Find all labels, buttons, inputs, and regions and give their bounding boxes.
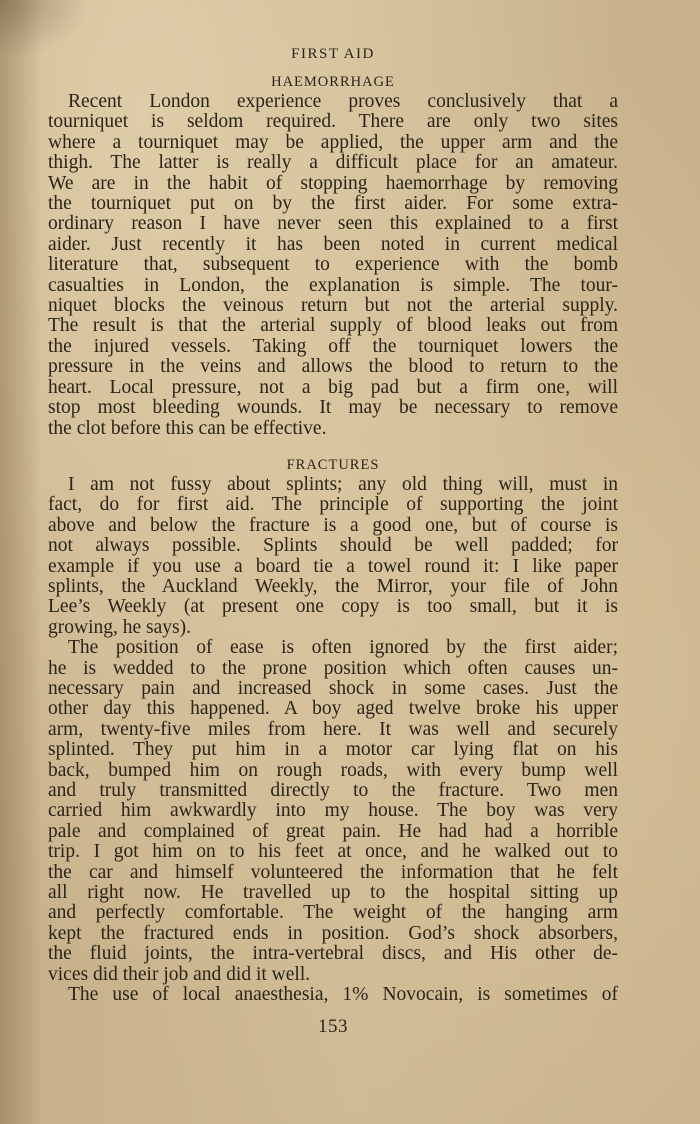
running-head: FIRST AID [291,46,375,62]
page-number: 153 [318,1016,348,1037]
text-line: growing, he says). [48,616,191,638]
section-heading-haemorrhage: HAEMORRHAGE [271,74,395,90]
text-line: the car and himself volunteered the information that he felt [48,861,618,883]
text-line: literature that, subsequent to experience with the bomb [48,254,618,276]
text-line: the injured vessels. Taking off the tourniquet lowers the [48,335,618,357]
text-line: back, bumped him on rough roads, with every bump well [48,759,618,781]
text-line: above and below the fracture is a good one, but of course is [48,514,618,536]
text-line: vices did their job and did it well. [48,963,311,985]
text-line: casualties in London, the explanation is simple. The tour- [48,274,618,296]
text-line: Lee’s Weekly (at present one copy is too small, but it is [48,596,618,618]
text-line: tourniquet is seldom required. There are only two sites [48,111,618,133]
text-line: necessary pain and increased shock in some cases. Just the [48,677,618,699]
text-line: not always possible. Splints should be well padded; for [48,535,618,557]
text-line: pressure in the veins and allows the blood to return to the [48,356,618,378]
text-line: other day this happened. A boy aged twelve broke his upper [48,698,618,720]
text-line: the clot before this can be effective. [48,417,327,439]
text-line: where a tourniquet may be applied, the upper arm and the [48,131,618,153]
text-line: stop most bleeding wounds. It may be necessary to remove [48,397,618,419]
text-line: splinted. They put him in a motor car lying flat on his [48,739,618,761]
text-line: all right now. He travelled up to the hospital sitting up [48,882,618,904]
section-heading-fractures: FRACTURES [286,456,380,473]
text-line: We are in the habit of stopping haemorrhage by removing [48,172,618,194]
text-line: and perfectly comfortable. The weight of the hanging arm [48,902,618,924]
text-line: The use of local anaesthesia, 1% Novocain, is sometimes of [68,984,618,1006]
text-line: and truly transmitted directly to the fracture. Two men [48,780,618,801]
page-edge-stain [0,0,42,1124]
text-line: arm, twenty-five miles from here. It was well and securely [48,718,618,740]
text-line: I am not fussy about splints; any old thing will, must in [68,473,618,495]
text-line: splints, the Auckland Weekly, the Mirror, your file of John [48,575,618,597]
text-line: he is wedded to the prone position which often causes un- [48,657,618,679]
text-line: carried him awkwardly into my house. The boy was very [48,800,618,822]
text-line: pale and complained of great pain. He had had a horrible [48,820,618,842]
text-line: The position of ease is often ignored by the first aider; [68,637,618,659]
text-line: example if you use a board tie a towel round it: I like paper [48,555,618,577]
text-line: ordinary reason I have never seen this explained to a first [48,213,618,235]
book-page [48,44,618,1037]
text-line: trip. I got him on to his feet at once, and he walked out to [48,841,618,863]
paragraph-fractures-3 [48,985,618,1005]
paragraph-fractures-2 [48,638,618,985]
text-line: aider. Just recently it has been noted in current medical [48,233,618,255]
text-line: the tourniquet put on by the first aider. For some extra- [48,193,618,215]
text-line: The result is that the arterial supply of blood leaks out from [48,315,618,337]
text-line: thigh. The latter is really a difficult place for an amateur. [48,152,618,174]
text-line: the fluid joints, the intra-vertebral discs, and His other de- [48,943,618,965]
paragraph-fractures-1 [48,475,618,638]
text-line: heart. Local pressure, not a big pad but a firm one, will [48,376,618,398]
paragraph-haemorrhage [48,92,618,439]
text-line: kept the fractured ends in position. God’s shock absorbers, [48,922,618,944]
text-line: niquet blocks the veinous return but not the arterial supply. [48,295,618,317]
text-line: fact, do for first aid. The principle of supporting the joint [48,494,618,516]
text-line: Recent London experience proves conclusively that a [68,91,618,112]
